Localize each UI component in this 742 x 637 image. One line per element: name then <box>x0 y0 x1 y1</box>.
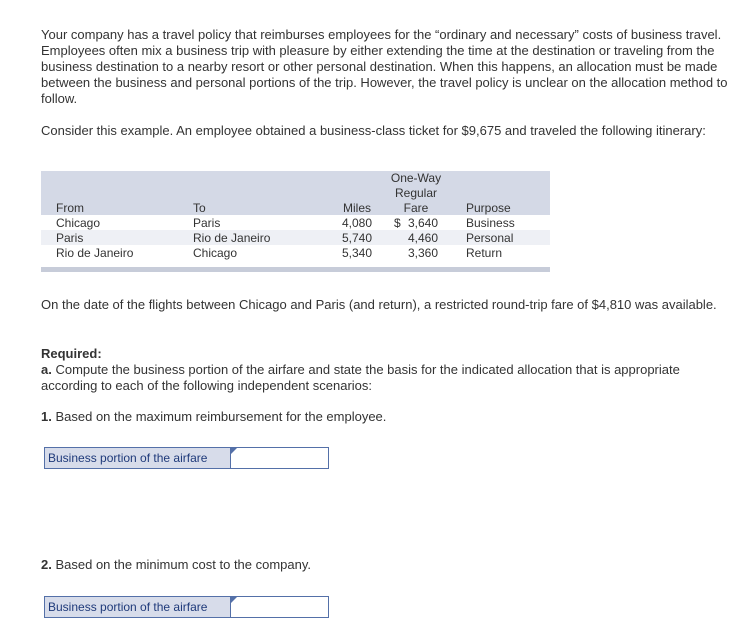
row-fare: 4,460 <box>407 231 438 245</box>
answer-label: Business portion of the airfare <box>45 597 231 617</box>
header-fare-line3: Fare <box>403 201 429 215</box>
business-portion-input-1[interactable] <box>233 449 330 469</box>
header-purpose: Purpose <box>466 201 511 215</box>
row-to: Paris <box>193 216 221 230</box>
question-2 <box>41 557 736 573</box>
required-heading: Required: <box>41 346 102 361</box>
header-fare-line1: One-Way <box>390 171 442 185</box>
question-text: Based on the maximum reimbursement for the employee. <box>55 409 387 424</box>
header-to: To <box>193 201 206 215</box>
row-from: Rio de Janeiro <box>56 246 134 260</box>
question-text: Based on the minimum cost to the company. <box>55 557 312 572</box>
row-miles: 5,740 <box>341 231 372 245</box>
row-fare: 3,640 <box>407 216 438 230</box>
header-from: From <box>56 201 84 215</box>
row-from: Chicago <box>56 216 101 230</box>
row-purpose: Business <box>466 216 515 230</box>
part-a-label: a. <box>41 362 52 377</box>
row-fare-currency: $ <box>394 216 401 230</box>
itinerary-table <box>41 171 550 274</box>
question-number: 2. <box>41 557 52 572</box>
flights-note: On the date of the flights between Chicago and Paris (and return), a restricted round-trip fare of $4,810 was available. <box>41 297 717 312</box>
intro-paragraph: Your company has a travel policy that reimburses employees for the “ordinary and necessary” costs of business travel. Employees often mix a business trip with pleasure by either extending the time at the destination or traveling from the business destination to a nearby resort or other personal destination. When this happens, an allocation must be made between the business and personal portions of the trip. However, the travel policy is unclear on the allocation method to follow. <box>41 27 728 106</box>
question-1 <box>41 409 736 425</box>
question-number: 1. <box>41 409 52 424</box>
business-portion-input-2[interactable] <box>233 598 330 618</box>
row-to: Rio de Janeiro <box>193 231 271 245</box>
header-fare-line2: Regular <box>394 186 438 200</box>
answer-label: Business portion of the airfare <box>45 448 231 468</box>
row-miles: 4,080 <box>341 216 372 230</box>
answer-row <box>44 596 329 618</box>
header-miles: Miles <box>342 201 371 215</box>
table-bottom-rule <box>41 267 550 272</box>
required-section <box>41 346 736 394</box>
row-from: Paris <box>56 231 84 245</box>
row-miles: 5,340 <box>341 246 372 260</box>
row-purpose: Return <box>466 246 503 260</box>
example-paragraph: Consider this example. An employee obtained a business-class ticket for $9,675 and traveled the following itinerary: <box>41 123 706 138</box>
row-to: Chicago <box>193 246 238 260</box>
answer-row <box>44 447 329 469</box>
row-purpose: Personal <box>466 231 514 245</box>
row-fare: 3,360 <box>407 246 438 260</box>
part-a-text: Compute the business portion of the airfare and state the basis for the indicated allocation that is appropriate according to each of the following independent scenarios: <box>41 362 680 393</box>
